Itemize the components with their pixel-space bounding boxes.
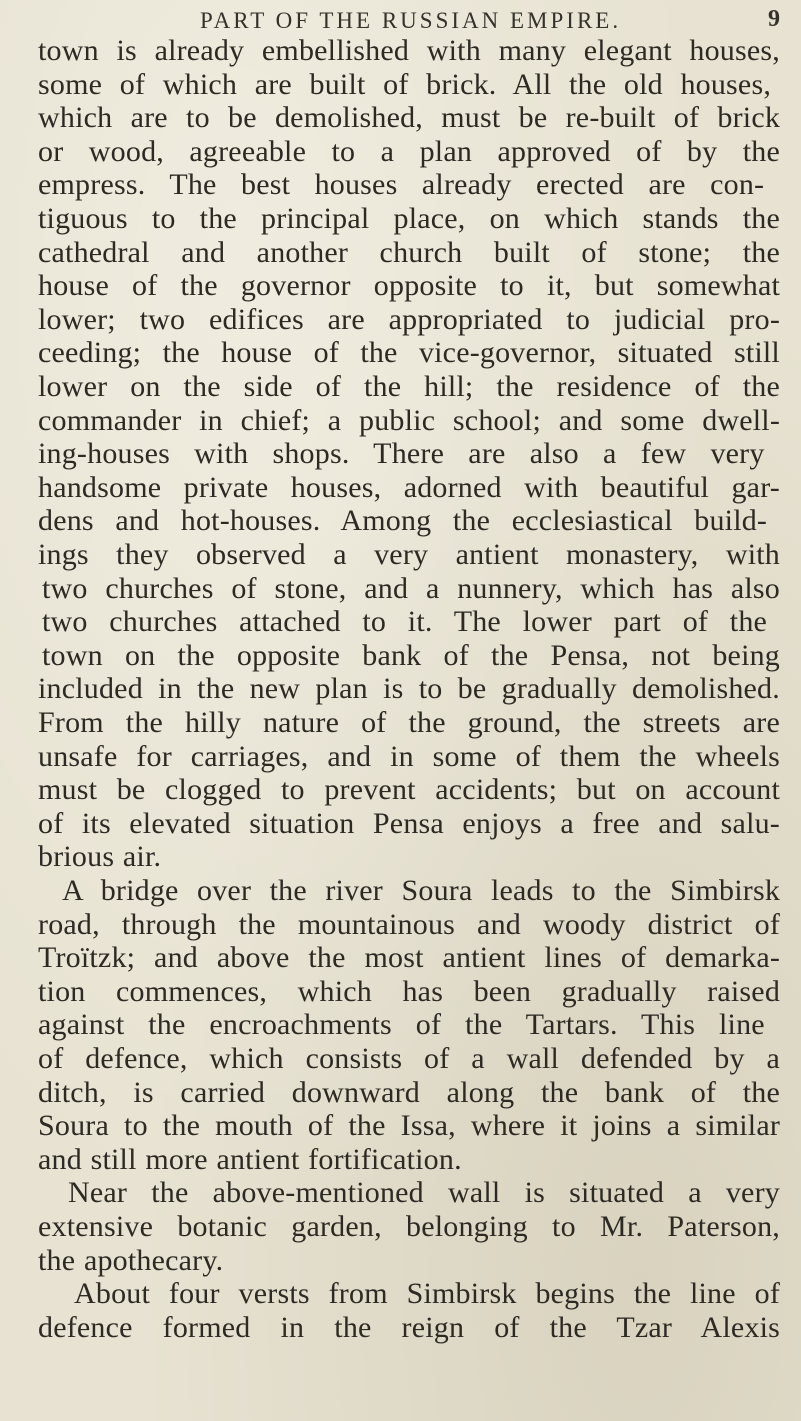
text-line: cathedral and another church built of stone; the [38, 235, 780, 269]
text-line: ceeding; the house of the vice-governor, situated still [38, 336, 780, 370]
text-line: and still more antient fortification. [38, 1142, 462, 1176]
text-line: ings they observed a very antient monastery, with [38, 538, 780, 571]
text-line: tiguous to the principal place, on which stands the [38, 202, 781, 235]
text-line: against the encroachments of the Tartars. This line [38, 1008, 765, 1042]
text-line: must be clogged to prevent accidents; but on account [38, 773, 780, 807]
text-line: A bridge over the river Soura leads to the Simbirsk [62, 874, 781, 907]
text-line: ditch, is carried downward along the bank of the [38, 1075, 781, 1109]
text-line: tion commences, which has been gradually raised [38, 974, 781, 1008]
text-line: Near the above-mentioned wall is situated a very [68, 1176, 780, 1210]
text-line: extensive botanic garden, belonging to Mr. Paterson, [38, 1210, 780, 1243]
text-line: included in the new plan is to be gradually demolished. [38, 672, 780, 706]
text-line: two churches attached to it. The lower part of the [42, 605, 768, 639]
text-line: brious air. [38, 840, 162, 874]
running-head: PART OF THE RUSSIAN EMPIRE. [200, 8, 622, 33]
text-line: the apothecary. [38, 1243, 224, 1277]
text-line: defence formed in the reign of the Tzar Alexis [38, 1310, 780, 1344]
text-line: house of the governor opposite to it, but somewhat [38, 269, 781, 303]
text-line: some of which are built of brick. All the old houses, [38, 67, 772, 101]
text-line: lower; two edifices are appropriated to judicial pro- [38, 302, 781, 336]
text-line: two churches of stone, and a nunnery, which has also [42, 571, 780, 605]
text-line: commander in chief; a public school; and some dwell- [38, 403, 781, 437]
text-line: empress. The best houses already erected are con- [38, 168, 765, 202]
text-line: unsafe for carriages, and in some of them the wheels [38, 739, 781, 773]
text-line: or wood, agreeable to a plan approved of by the [38, 134, 780, 168]
text-line: ing-houses with shops. There are also a few very [38, 437, 765, 471]
text-line: road, through the mountainous and woody district of [38, 907, 781, 941]
text-line: dens and hot-houses. Among the ecclesiastical build- [38, 504, 768, 538]
text-line: town is already embellished with many elegant houses, [38, 34, 780, 67]
text-line: Soura to the mouth of the Issa, where it joins a similar [38, 1109, 781, 1143]
page-number: 9 [768, 6, 780, 32]
text-line: which are to be demolished, must be re-built of brick [38, 101, 781, 135]
text-line: From the hilly nature of the ground, the streets are [38, 706, 780, 739]
text-line: handsome private houses, adorned with beautiful gar- [38, 470, 780, 504]
text-line: town on the opposite bank of the Pensa, not being [42, 638, 781, 672]
text-line: Troïtzk; and above the most antient lines of demarka- [38, 941, 781, 975]
text-line: lower on the side of the hill; the residence of the [38, 370, 781, 403]
text-line: of defence, which consists of a wall defended by a [38, 1042, 781, 1075]
text-line: About four versts from Simbirsk begins the line of [74, 1277, 781, 1311]
text-line: of its elevated situation Pensa enjoys a free and salu- [38, 806, 780, 840]
